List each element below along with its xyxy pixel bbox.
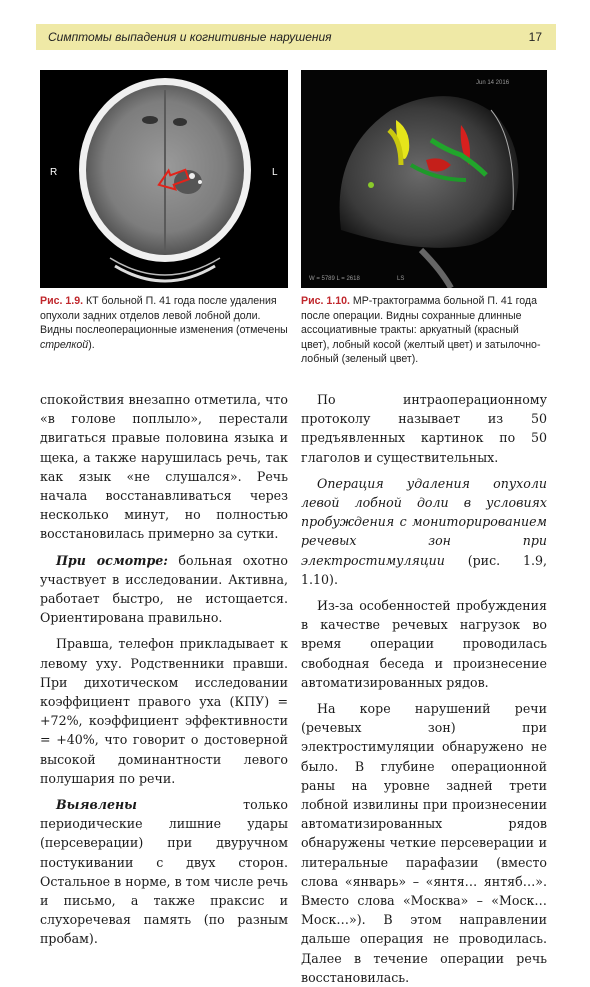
paragraph-lead: При осмотре: (56, 552, 168, 568)
figure-1-10-caption-text: МР-трактограмма больной П. 41 года после операции. Видны сохранные длинные ассоциативные тракты: аркуатный (красный цвет), лобный косой (желтый цвет) и затылочно-лобный (зеленый цвет). (301, 295, 541, 365)
figure-1-9-caption-italic: стрелкой (40, 338, 89, 351)
ct-right-marker: R (50, 167, 58, 178)
figure-1-9-caption-end: ). (88, 338, 95, 351)
figure-1-9-caption (40, 294, 290, 352)
paragraph (40, 551, 288, 628)
paragraph-text: больная охотно участвует в исследовании. Активна, работает быстро, не истощается. Ориентирована правильно. (40, 552, 288, 626)
section-title: Симптомы выпадения и когнитивные нарушения (48, 30, 332, 44)
paragraph-lead: Выявлены (56, 797, 137, 813)
paragraph: По интраоперационному протоколу называет из 50 предъявленных картинок по 50 глаголов и существительных. (301, 392, 547, 465)
ct-left-marker: L (272, 167, 278, 178)
paragraph-italic: Операция удаления опухоли левой лобной доли в условиях пробуждения с мониторированием речевых зон при электростимуляции (301, 475, 547, 568)
figure-1-10-label: Рис. 1.10. (301, 295, 350, 307)
figure-1-9-label: Рис. 1.9. (40, 295, 84, 307)
figure-1-9-caption-text: КТ больной П. 41 года после удаления опухоли задних отделов левой лобной доли. Видны послеоперационные изменения (отмечены (40, 295, 288, 336)
mr-date-overlay: Jun 14 2016 (476, 80, 510, 86)
paragraph: На коре нарушений речи (речевых зон) при электростимуляции обнаружено не было. В глубине операционной раны на уровне задней трети лобной извилины при произнесении автоматизированных рядов обнаружены четкие персеверации и литеральные парафазии (вместо слова «январь» – «янтя… янтяб…». Вместо слова «Москва» – «Моск… Моск…»). В этом направлении дальше операция не проводилась. Далее в течение операции речь восстановилась. (301, 701, 547, 985)
paragraph: спокойствия внезапно отметила, что «в голове поплыло», перестали двигаться правые половина языка и щека, а также нарушилась речь, так как язык «не слушался». Речь начала восстанавливаться через несколько минут, но полностью восстановилась примерно за сутки. (40, 392, 288, 542)
mr-tractogram-image (301, 70, 547, 288)
mr-window-overlay: W = 5789 L = 2618 (309, 276, 360, 282)
paragraph-text: только периодические лишние удары (персеверации) при двуручном постукивании с двух сторон. Остальное в норме, в том числе речь и письмо, а также праксис и слухоречевая память (по разным пробам). (40, 797, 288, 947)
left-text-column (40, 390, 288, 949)
running-header (36, 24, 556, 50)
page-number: 17 (528, 30, 542, 44)
ct-scan-image (40, 70, 288, 288)
mr-orient-overlay: LS (397, 276, 405, 282)
right-text-column (301, 390, 547, 987)
figure-1-10-caption (301, 294, 549, 367)
paragraph: Правша, телефон прикладывает к левому уху. Родственники правши. При дихотическом исследовании коэффициент правого уха (КПУ) = +72%, коэффициент эффективности = +40%, что говорит о достоверной высокой доминантности левого полушария по речи. (40, 636, 288, 786)
paragraph: Из-за особенностей пробуждения в качестве речевых нагрузок во время операции проводилась свободная беседа и произнесение автоматизированных рядов. (301, 598, 547, 690)
paragraph-text: (рис. 1.9, 1.10). (301, 552, 547, 587)
paragraph (301, 474, 547, 589)
paragraph (40, 795, 288, 949)
